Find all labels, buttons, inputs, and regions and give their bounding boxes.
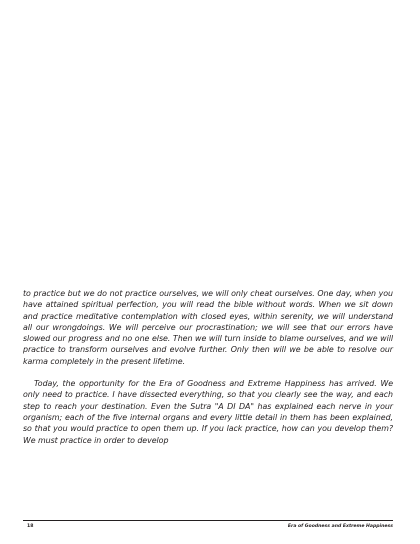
body-text [23, 288, 393, 446]
footer-divider [23, 520, 393, 521]
page-number: 18 [27, 524, 34, 529]
running-footer-title: Era of Goodness and Extreme Happiness [287, 524, 393, 529]
paragraph: Today, the opportunity for the Era of Goodness and Extreme Happiness has arrived. We only need to practice. I have dissected everything, so that you clearly see the way, and each step to reach your destination. Even the Sutra "A DI DA" has explained each nerve in your organism; each of the five internal organs and every little detail in them has been explained, so that you would practice to open them up. If you lack practice, how can you develop them? We must practice in order to develop [23, 379, 393, 445]
paragraph: to practice but we do not practice ourselves, we will only cheat ourselves. One day, when you have attained spiritual perfection, you will read the bible without words. When we sit down and practice meditative contemplation with closed eyes, within serenity, we will understand all our wrongdoings. We will perceive our procrastination; we will see that our errors have slowed our progress and no one else. Then we will turn inside to blame ourselves, and we will practice to transform ourselves and evolve further. Only then will we be able to resolve our karma completely in the present lifetime. [23, 289, 393, 366]
